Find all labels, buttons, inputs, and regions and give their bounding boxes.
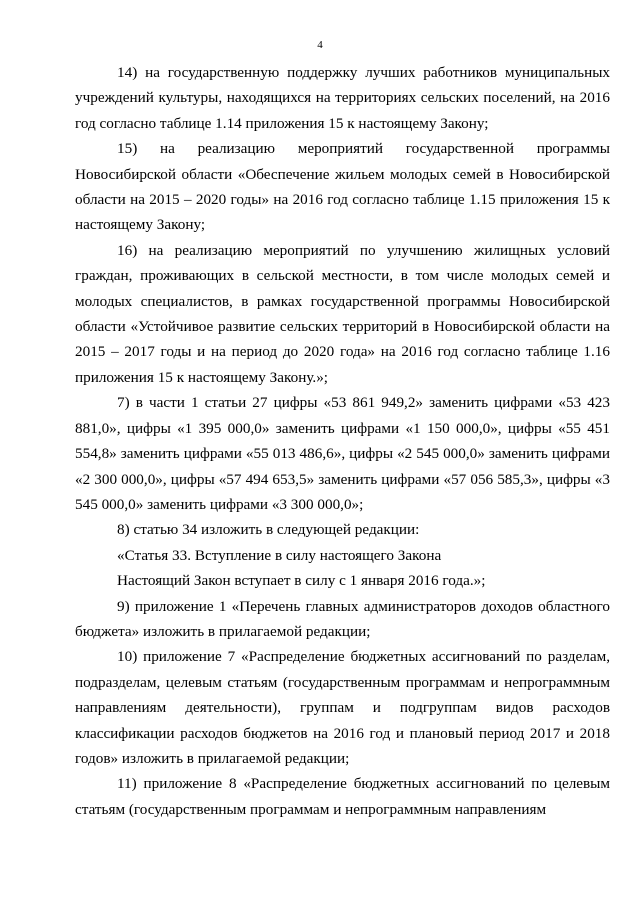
- paragraph-item-10: 10) приложение 7 «Распределение бюджетных ассигнований по разделам, подразделам, целевым статьям (государственным программам и непрограммным направлениям деятельности), группам и подгруппам видов расходов классификации расходов бюджетов на 2016 год и плановый период 2017 и 2018 годов» изложить в прилагаемой редакции;: [75, 648, 610, 767]
- paragraph-item-8: 8) статью 34 изложить в следующей редакции:: [117, 521, 420, 539]
- paragraph-item-14: 14) на государственную поддержку лучших работников муниципальных учреждений культуры, находящихся на территориях сельских поселений, на 2016 год согласно таблице 1.14 приложения 15 к настоящему Закону;: [75, 64, 610, 132]
- paragraph-item-7: 7) в части 1 статьи 27 цифры «53 861 949,2» заменить цифрами «53 423 881,0», цифры «1 395 000,0» заменить цифрами «1 150 000,0», цифры «55 451 554,8» заменить цифрами «55 013 486,6», цифры «2 545 000,0» заменить цифрами «2 300 000,0», цифры «57 494 653,5» заменить цифрами «57 056 585,3», цифры «3 545 000,0» заменить цифрами «3 300 000,0»;: [75, 394, 610, 513]
- page-number: 4: [317, 39, 323, 51]
- document-body: [75, 60, 610, 822]
- paragraph-item-15: 15) на реализацию мероприятий государственной программы Новосибирской области «Обеспечение жильем молодых семей в Новосибирской области на 2015 – 2020 годы» на 2016 год согласно таблице 1.15 приложения 15 к настоящему Закону;: [75, 140, 610, 234]
- article-text: Настоящий Закон вступает в силу с 1 января 2016 года.»;: [117, 572, 486, 590]
- article-heading: «Статья 33. Вступление в силу настоящего Закона: [117, 546, 442, 564]
- paragraph-item-11: 11) приложение 8 «Распределение бюджетных ассигнований по целевым статьям (государственным программам и непрограммным направлениям: [75, 775, 610, 818]
- paragraph-item-16: 16) на реализацию мероприятий по улучшению жилищных условий граждан, проживающих в сельской местности, в том числе молодых семей и молодых специалистов, в рамках государственной программы Новосибирской области «Устойчивое развитие сельских территорий в Новосибирской области на 2015 – 2017 годы и на период до 2020 года» на 2016 год согласно таблице 1.16 приложения 15 к настоящему Закону.»;: [75, 241, 610, 386]
- paragraph-item-9: 9) приложение 1 «Перечень главных администраторов доходов областного бюджета» изложить в прилагаемой редакции;: [75, 597, 610, 640]
